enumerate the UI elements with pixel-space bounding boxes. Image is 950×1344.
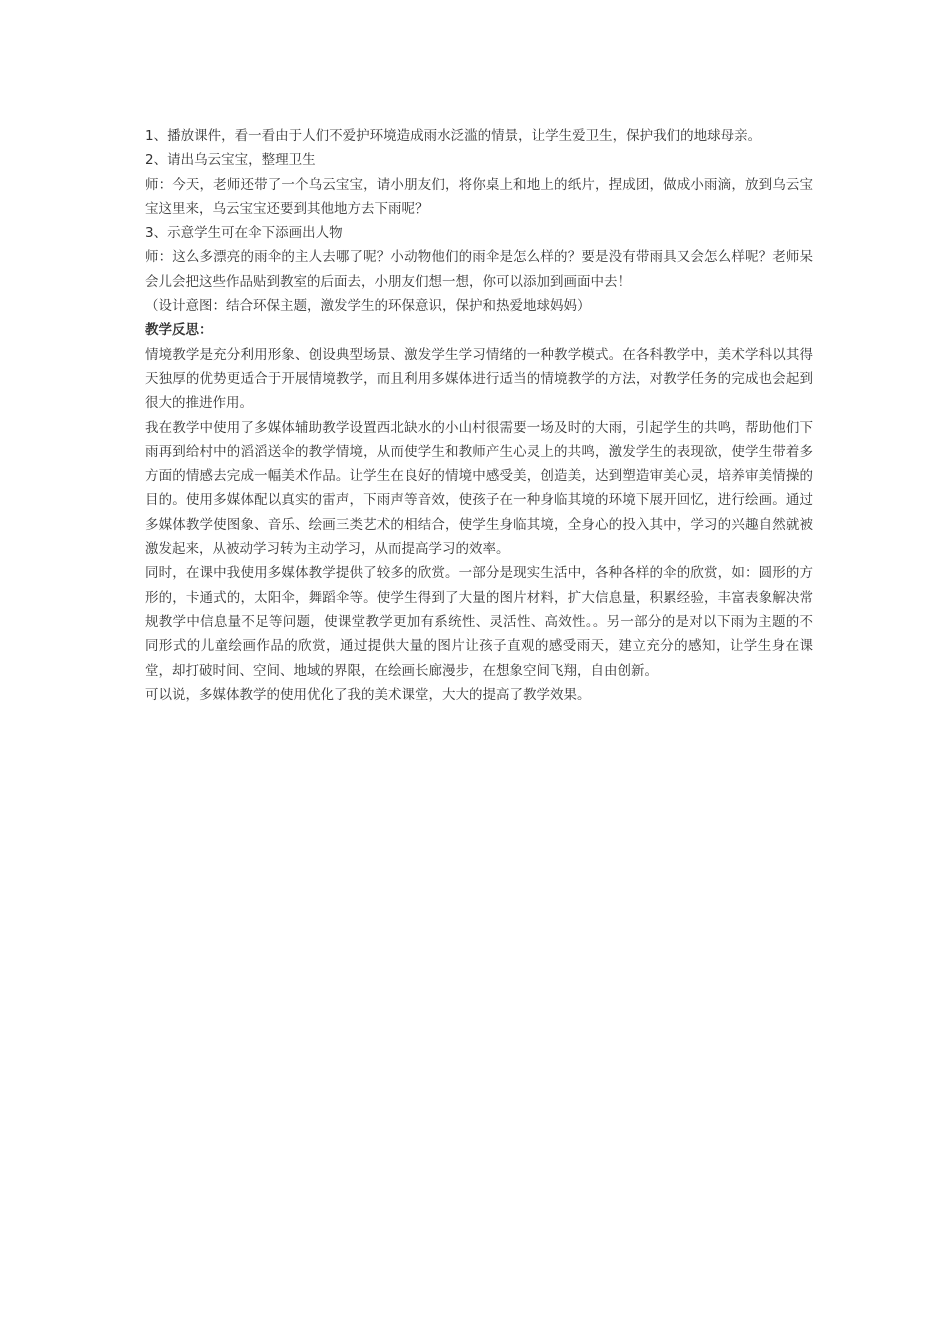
teacher-speech-paragraph-1: 师：今天，老师还带了一个乌云宝宝，请小朋友们，将你桌上和地上的纸片，捏成团，做成小雨滴，放到乌云宝宝这里来，乌云宝宝还要到其他地方去下雨呢？ [145, 176, 813, 217]
teacher-speech-paragraph-2: 师：这么多漂亮的雨伞的主人去哪了呢？小动物他们的雨伞是怎么样的？要是没有带雨具又会怎么样呢？老师呆会儿会把这些作品贴到教室的后面去，小朋友们想一想，你可以添加到画面中去！ [145, 249, 813, 290]
step-2-paragraph: 2、请出乌云宝宝，整理卫生 [145, 152, 316, 169]
step-3-paragraph: 3、示意学生可在伞下添画出人物 [145, 225, 343, 242]
document-body [145, 124, 813, 707]
reflection-conclusion: 可以说，多媒体教学的使用优化了我的美术课堂，大大的提高了教学效果。 [145, 686, 591, 703]
step-1-paragraph: 1、播放课件，看一看由于人们不爱护环境造成雨水泛滥的情景，让学生爱卫生，保护我们的地球母亲。 [145, 128, 762, 144]
reflection-paragraph-2: 我在教学中使用了多媒体辅助教学设置西北缺水的小山村很需要一场及时的大雨，引起学生的共鸣，帮助他们下雨再到给村中的滔滔送伞的教学情境，从而使学生和教师产生心灵上的共鸣，激发学生的表现欲，使学生带着多方面的情感去完成一幅美术作品。让学生在良好的情境中感受美，创造美，达到塑造审美心灵，培养审美情操的目的。使用多媒体配以真实的雷声，下雨声等音效，使孩子在一种身临其境的环境下展开回忆，进行绘画。通过多媒体教学使图象、音乐、绘画三类艺术的相结合，使学生身临其境，全身心的投入其中，学习的兴趣自然就被激发起来，从被动学习转为主动学习，从而提高学习的效率。 [145, 419, 813, 558]
reflection-paragraph-1: 情境教学是充分利用形象、创设典型场景、激发学生学习情绪的一种教学模式。在各科教学中，美术学科以其得天独厚的优势更适合于开展情境教学，而且利用多媒体进行适当的情境教学的方法，对教学任务的完成也会起到很大的推进作用。 [145, 346, 813, 412]
reflection-paragraph-3: 同时，在课中我使用多媒体教学提供了较多的欣赏。一部分是现实生活中，各种各样的伞的欣赏，如：圆形的方形的，卡通式的，太阳伞，舞蹈伞等。使学生得到了大量的图片材料，扩大信息量，积累经验，丰富表象解决常规教学中信息量不足等问题，使课堂教学更加有系统性、灵活性、高效性。。另一部分的是对以下雨为主题的不同形式的儿童绘画作品的欣赏，通过提供大量的图片让孩子直观的感受雨天，建立充分的感知，让学生身在课堂，却打破时间、空间、地域的界限，在绘画长廊漫步，在想象空间飞翔，自由创新。 [145, 565, 813, 679]
reflection-heading: 教学反思： [145, 322, 213, 339]
design-intent-note: （设计意图：结合环保主题，激发学生的环保意识，保护和热爱地球妈妈） [145, 298, 591, 315]
